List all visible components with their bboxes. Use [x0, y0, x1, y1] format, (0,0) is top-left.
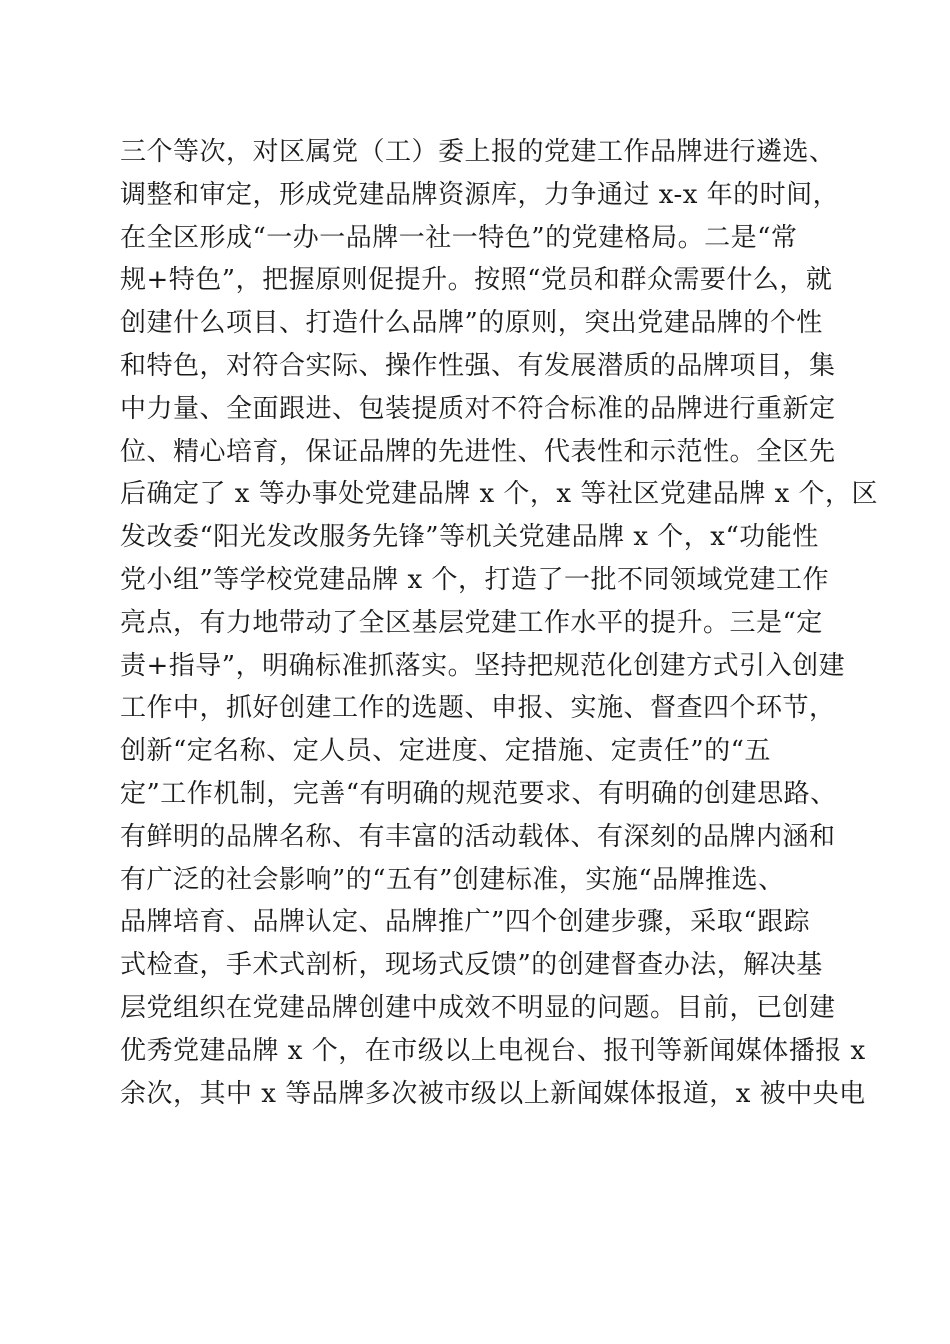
text-line: 位、精心培育，保证品牌的先进性、代表性和示范性。全区先 — [120, 436, 836, 467]
text-line: 和特色，对符合实际、操作性强、有发展潜质的品牌项目，集 — [120, 350, 836, 381]
text-line: 式检查，手术式剖析，现场式反馈”的创建督查办法，解决基 — [120, 950, 823, 981]
text-line: 工作中，抓好创建工作的选题、申报、实施、督查四个环节， — [120, 693, 836, 724]
body-paragraph — [120, 131, 879, 1115]
text-line: 责+指导”，明确标准抓落实。坚持把规范化创建方式引入创建 — [120, 650, 846, 681]
text-line: 后确定了 x 等办事处党建品牌 x 个，x 等社区党建品牌 x 个，区 — [120, 479, 879, 510]
text-line: 余次，其中 x 等品牌多次被市级以上新闻媒体报道，x 被中央电 — [120, 1078, 866, 1109]
text-line: 有鲜明的品牌名称、有丰富的活动载体、有深刻的品牌内涵和 — [120, 821, 836, 852]
text-line: 层党组织在党建品牌创建中成效不明显的问题。目前，已创建 — [120, 992, 836, 1023]
text-line: 有广泛的社会影响”的“五有”创建标准，实施“品牌推选、 — [120, 864, 785, 895]
text-line: 亮点，有力地带动了全区基层党建工作水平的提升。三是“定 — [120, 607, 823, 638]
text-line: 中力量、全面跟进、包装提质对不符合标准的品牌进行重新定 — [120, 393, 836, 424]
text-line: 在全区形成“一办一品牌一社一特色”的党建格局。二是“常 — [120, 222, 798, 253]
text-line: 调整和审定，形成党建品牌资源库，力争通过 x-x 年的时间， — [120, 179, 840, 210]
text-line: 品牌培育、品牌认定、品牌推广”四个创建步骤，采取“跟踪 — [120, 907, 811, 938]
text-line: 定”工作机制，完善“有明确的规范要求、有明确的创建思路、 — [120, 778, 837, 809]
text-line: 规+特色”，把握原则促提升。按照“党员和群众需要什么，就 — [120, 265, 833, 296]
text-line: 三个等次，对区属党（工）委上报的党建工作品牌进行遴选、 — [120, 137, 836, 167]
text-line: 优秀党建品牌 x 个，在市级以上电视台、报刊等新闻媒体播报 x — [120, 1035, 866, 1066]
text-line: 发改委“阳光发改服务先锋”等机关党建品牌 x 个，x“功能性 — [120, 522, 819, 553]
text-line: 创新“定名称、定人员、定进度、定措施、定责任”的“五 — [120, 736, 771, 767]
text-line: 创建什么项目、打造什么品牌”的原则，突出党建品牌的个性 — [120, 308, 823, 339]
text-line: 党小组”等学校党建品牌 x 个，打造了一批不同领域党建工作 — [120, 564, 829, 595]
